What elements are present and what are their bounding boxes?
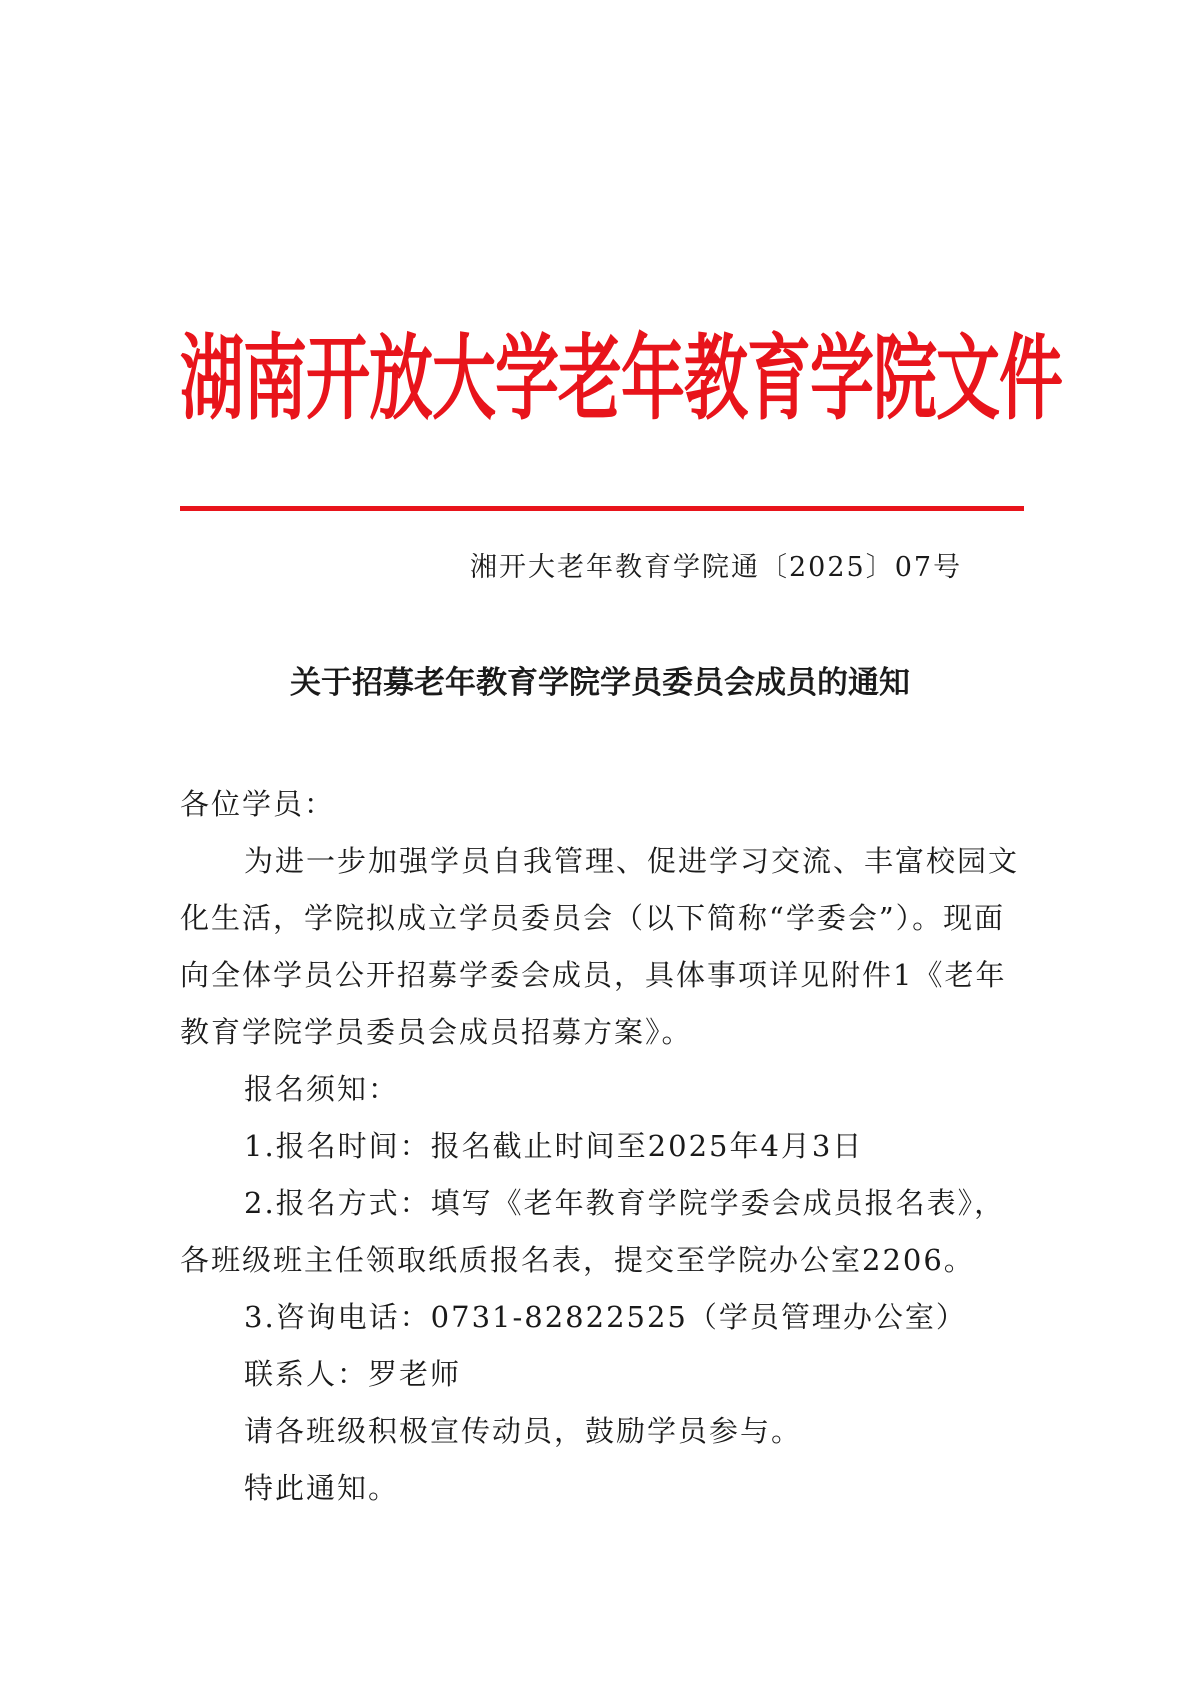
registration-item-method: 2.报名方式：填写《老年教育学院学委会成员报名表》，各班级班主任领取纸质报名表，提交至学院办公室2206。 <box>180 1186 1006 1277</box>
salutation: 各位学员： <box>180 787 336 821</box>
closing-line: 特此通知。 <box>244 1471 400 1505</box>
registration-item-time: 1.报名时间：报名截止时间至2025年4月3日 <box>244 1129 864 1163</box>
red-divider-line <box>180 506 1024 511</box>
masthead-title: 湖南开放大学老年教育学院文件 <box>180 326 1062 434</box>
request-line: 请各班级积极宣传动员，鼓励学员参与。 <box>244 1414 803 1448</box>
intro-paragraph: 为进一步加强学员自我管理、促进学习交流、丰富校园文化生活，学院拟成立学员委员会（以下简称“学委会”）。现面向全体学员公开招募学委会成员，具体事项详见附件1《老年教育学院学员委员会成员招募方案》。 <box>180 844 1020 1049</box>
registration-heading: 报名须知： <box>244 1072 400 1106</box>
contact-person: 联系人：罗老师 <box>244 1357 462 1391</box>
registration-item-phone: 3.咨询电话：0731-82822525（学员管理办公室） <box>244 1300 967 1334</box>
document-number: 湘开大老年教育学院通〔2025〕07号 <box>470 552 963 583</box>
notice-body <box>180 776 1020 1517</box>
notice-title: 关于招募老年教育学院学员委员会成员的通知 <box>290 665 910 701</box>
